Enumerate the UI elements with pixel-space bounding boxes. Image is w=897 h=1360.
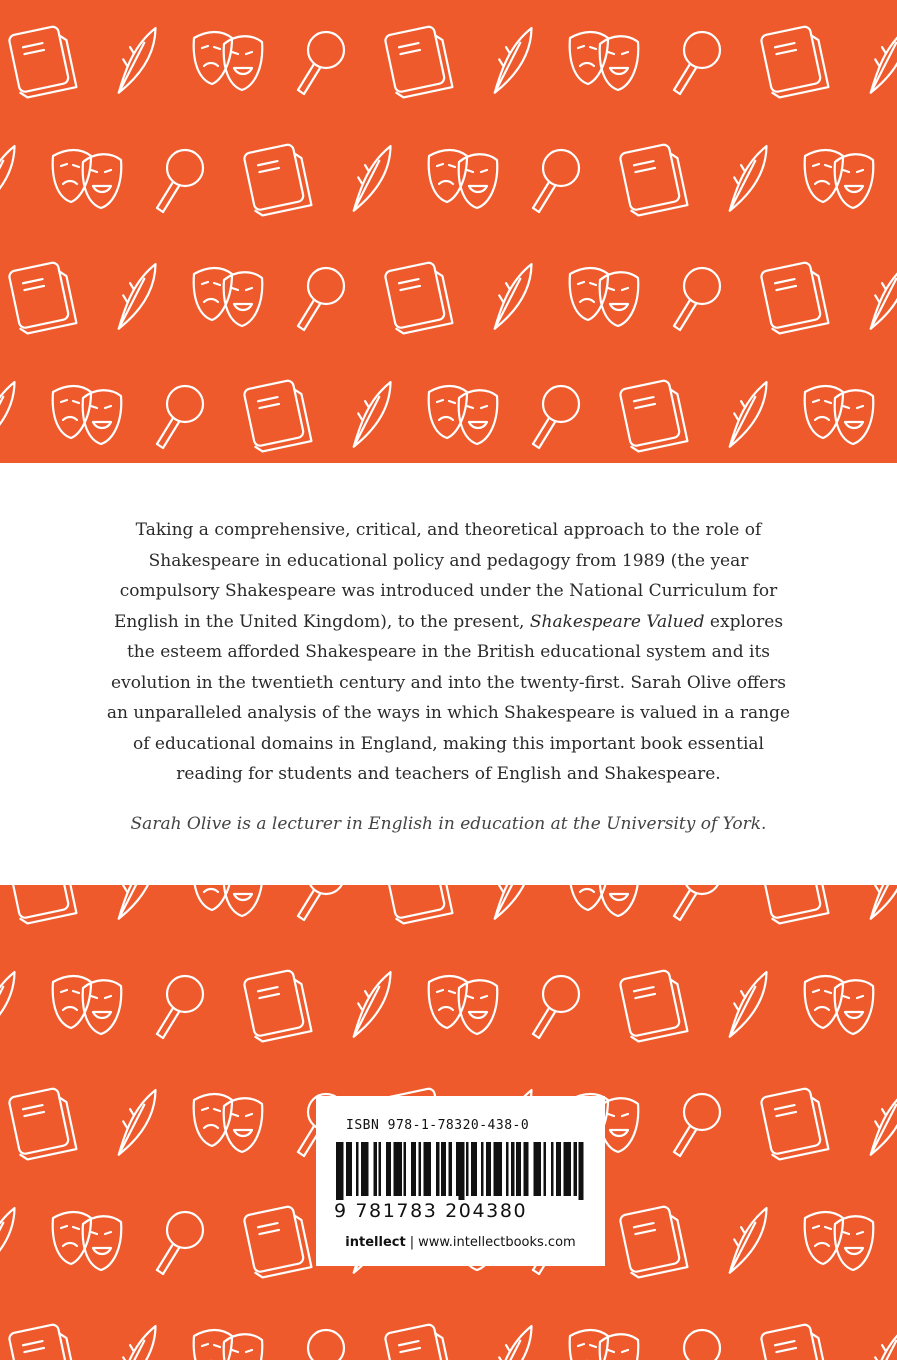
quill-icon	[110, 21, 161, 97]
magnifying-glass-icon	[674, 885, 720, 920]
quill-icon	[345, 139, 396, 215]
barcode-box	[316, 1096, 605, 1266]
publisher-line	[316, 1235, 605, 1250]
barcode-bar	[339, 1142, 342, 1200]
magnifying-glass-icon	[157, 150, 203, 212]
barcode-bar	[506, 1142, 509, 1196]
magnifying-glass-icon	[674, 1094, 720, 1156]
theatre-masks-icon	[805, 150, 874, 208]
barcode-icon	[336, 1142, 586, 1200]
barcode-bar	[566, 1142, 569, 1196]
barcode-bar	[366, 1142, 369, 1196]
barcode-bar	[526, 1142, 529, 1196]
barcode-bar	[519, 1142, 522, 1196]
quill-icon	[486, 257, 537, 333]
book-icon	[760, 260, 828, 334]
quill-icon	[862, 21, 897, 97]
magnifying-glass-icon	[533, 976, 579, 1038]
theatre-masks-icon	[570, 1330, 639, 1360]
quill-icon	[721, 965, 772, 1041]
quill-icon	[0, 375, 20, 451]
quill-icon	[486, 1319, 537, 1360]
book-icon	[8, 1322, 76, 1360]
theatre-masks-icon	[429, 150, 498, 208]
barcode-bar	[564, 1142, 567, 1196]
barcode-bar	[394, 1142, 397, 1196]
barcode-bar	[461, 1142, 465, 1200]
quill-icon	[110, 1319, 161, 1360]
theatre-masks-icon	[194, 1094, 263, 1152]
book-icon	[8, 1086, 76, 1160]
barcode-bar	[364, 1142, 367, 1196]
magnifying-glass-icon	[674, 1330, 720, 1360]
barcode-bar	[414, 1142, 417, 1196]
barcode-bar	[429, 1142, 432, 1196]
blurb-panel	[0, 463, 897, 885]
barcode-bar	[569, 1142, 572, 1196]
barcode-bar	[346, 1142, 349, 1196]
blurb-part-1: Taking a comprehensive, critical, and theoretical approach to the role of Shakespeare in educational policy and pedagogy from 1989 (the year compulsory Shakespeare was introduced under the National Curriculum for English in the United Kingdom), to the present,	[113, 520, 778, 632]
magnifying-glass-icon	[533, 150, 579, 212]
barcode-bar	[441, 1142, 444, 1196]
barcode-bar	[399, 1142, 403, 1196]
barcode-bar	[426, 1142, 429, 1196]
magnifying-glass-icon	[157, 386, 203, 448]
barcode-bar	[436, 1142, 440, 1196]
book-icon	[243, 1204, 311, 1278]
quill-icon	[345, 375, 396, 451]
magnifying-glass-icon	[533, 386, 579, 448]
theatre-masks-icon	[570, 32, 639, 90]
barcode-bar	[534, 1142, 537, 1196]
quill-icon	[110, 257, 161, 333]
book-icon	[243, 378, 311, 452]
barcode-bar	[494, 1142, 497, 1196]
theatre-masks-icon	[570, 268, 639, 326]
barcode-bar	[559, 1142, 562, 1196]
magnifying-glass-icon	[298, 1330, 344, 1360]
quill-icon	[345, 965, 396, 1041]
theatre-masks-icon	[53, 150, 122, 208]
isbn-label: ISBN 978-1-78320-438-0	[346, 1118, 530, 1133]
book-icon	[384, 24, 452, 98]
barcode-bar	[349, 1142, 353, 1196]
quill-icon	[486, 21, 537, 97]
theatre-masks-icon	[805, 976, 874, 1034]
publisher-separator: |	[409, 1235, 415, 1250]
quill-icon	[862, 1319, 897, 1360]
quill-icon	[862, 1083, 897, 1159]
publisher-name: intellect	[345, 1235, 406, 1250]
book-icon	[8, 260, 76, 334]
barcode-bar	[459, 1142, 462, 1200]
barcode-bar	[581, 1142, 584, 1200]
quill-icon	[721, 139, 772, 215]
barcode-bar	[496, 1142, 499, 1196]
book-icon	[8, 24, 76, 98]
barcode-bar	[404, 1142, 407, 1196]
barcode-bar	[389, 1142, 392, 1196]
author-bio: Sarah Olive is a lecturer in English in education at the University of York.	[130, 814, 767, 834]
theatre-masks-icon	[53, 976, 122, 1034]
book-icon	[384, 1322, 452, 1360]
book-icon	[619, 378, 687, 452]
barcode-bar	[544, 1142, 547, 1196]
quill-icon	[110, 885, 161, 924]
magnifying-glass-icon	[674, 268, 720, 330]
magnifying-glass-icon	[298, 885, 344, 920]
quill-icon	[721, 1201, 772, 1277]
quill-icon	[486, 885, 537, 924]
barcode-bar	[341, 1142, 344, 1200]
book-icon	[243, 142, 311, 216]
book-icon	[760, 885, 828, 925]
barcode-digits: 9 781783 204380	[334, 1200, 528, 1222]
barcode-bar	[396, 1142, 399, 1196]
theatre-masks-icon	[429, 976, 498, 1034]
book-icon	[760, 1322, 828, 1360]
magnifying-glass-icon	[298, 32, 344, 94]
book-icon	[384, 885, 452, 925]
book-icon	[243, 968, 311, 1042]
theatre-masks-icon	[805, 386, 874, 444]
book-icon	[619, 142, 687, 216]
barcode-bar	[579, 1142, 582, 1200]
barcode-bar	[379, 1142, 382, 1196]
barcode-bar	[374, 1142, 378, 1196]
barcode-bar	[511, 1142, 515, 1196]
book-icon	[760, 24, 828, 98]
theatre-masks-icon	[53, 1212, 122, 1270]
theatre-masks-icon	[194, 1330, 263, 1360]
barcode-bar	[471, 1142, 474, 1196]
theatre-masks-icon	[805, 1212, 874, 1270]
theatre-masks-icon	[429, 386, 498, 444]
blurb-part-2: explores the esteem afforded Shakespeare in the British educational system and its evolution in the twentieth century and into the twenty-first. Sarah Olive offers an unparalleled analysis of the ways in which Shakespeare is valued in a range of educational domains in England, making this important book essential reading for students and teachers of English and Shakespeare.	[106, 611, 791, 784]
book-icon	[8, 885, 76, 925]
barcode-bar	[574, 1142, 578, 1196]
barcode-bar	[466, 1142, 469, 1196]
theatre-masks-icon	[194, 885, 263, 916]
barcode-bar	[516, 1142, 519, 1196]
magnifying-glass-icon	[157, 976, 203, 1038]
barcode-bar	[419, 1142, 422, 1196]
barcode-bar	[481, 1142, 484, 1196]
book-icon	[384, 260, 452, 334]
book-icon	[619, 1204, 687, 1278]
barcode-bar	[449, 1142, 453, 1196]
quill-icon	[0, 139, 20, 215]
publisher-url: www.intellectbooks.com	[418, 1235, 576, 1250]
book-icon	[619, 968, 687, 1042]
barcode-bar	[556, 1142, 559, 1196]
theatre-masks-icon	[194, 268, 263, 326]
barcode-bar	[499, 1142, 503, 1196]
quill-icon	[0, 1201, 20, 1277]
magnifying-glass-icon	[157, 1212, 203, 1274]
barcode-bar	[456, 1142, 459, 1196]
barcode-bar	[551, 1142, 554, 1196]
quill-icon	[721, 375, 772, 451]
magnifying-glass-icon	[298, 268, 344, 330]
barcode-bar	[356, 1142, 359, 1196]
barcode-bar	[444, 1142, 447, 1196]
quill-icon	[862, 885, 897, 924]
barcode-bar	[539, 1142, 542, 1196]
book-title-italic: Shakespeare Valued	[529, 611, 705, 632]
barcode-bar	[489, 1142, 492, 1196]
magnifying-glass-icon	[674, 32, 720, 94]
quill-icon	[110, 1083, 161, 1159]
theatre-masks-icon	[570, 885, 639, 916]
theatre-masks-icon	[194, 32, 263, 90]
theatre-masks-icon	[53, 386, 122, 444]
quill-icon	[0, 965, 20, 1041]
blurb-text	[100, 515, 797, 790]
cover-pattern-top	[0, 0, 897, 463]
book-icon	[760, 1086, 828, 1160]
barcode-bar	[474, 1142, 478, 1196]
quill-icon	[862, 257, 897, 333]
